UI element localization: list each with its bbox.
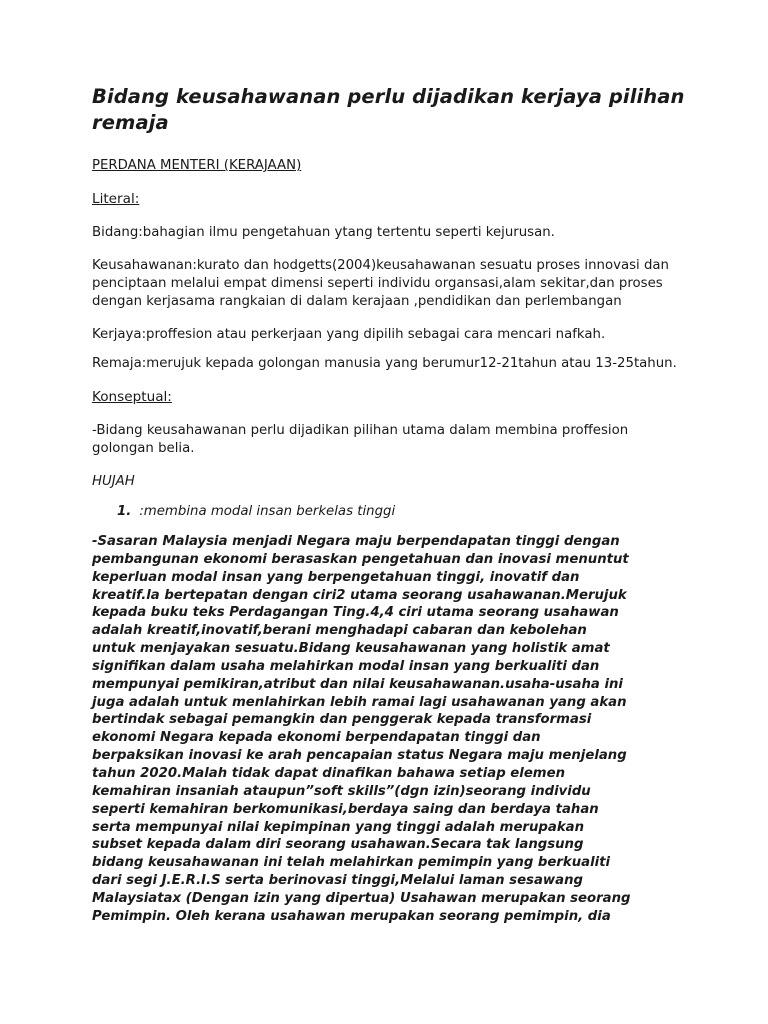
document-title: Bidang keusahawanan perlu dijadikan kerjaya pilihan remaja xyxy=(92,85,685,134)
body-line: untuk menjayakan sesuatu.Bidang keusahawanan yang holistik amat xyxy=(92,641,610,657)
literal-heading-text: Literal: xyxy=(92,191,140,207)
definition-keusahawanan: Keusahawanan:kurato dan hodgetts(2004)keusahawanan sesuatu proses innovasi dan penciptaan melalui empat dimensi seperti individu organsasi,alam sekitar,dan proses dengan kerjasama rangkaian di dalam kerajaan ,pendidikan dan perlembangan xyxy=(92,258,669,309)
body-line: keperluan modal insan yang berpengetahuan tinggi, inovatif dan xyxy=(92,569,580,585)
body-line: Pemimpin. Oleh kerana usahawan merupakan seorang pemimpin, dia xyxy=(92,908,611,924)
hujah-heading: HUJAH xyxy=(92,474,135,489)
definition-bidang: Bidang:bahagian ilmu pengetahuan ytang tertentu seperti kejurusan. xyxy=(92,225,555,240)
definition-kerjaya: Kerjaya:proffesion atau perkerjaan yang dipilih sebagai cara mencari nafkah. xyxy=(92,327,606,342)
body-line: juga adalah untuk menlahirkan lebih ramai lagi usahawanan yang akan xyxy=(92,694,627,710)
body-line: serta mempunyai nilai kepimpinan yang tinggi adalah merupakan xyxy=(92,819,585,835)
konseptual-text: -Bidang keusahawanan perlu dijadikan pilihan utama dalam membina proffesion golongan belia. xyxy=(92,423,629,456)
konseptual-heading-text: Konseptual: xyxy=(92,389,172,405)
body-line: kemahiran insaniah ataupun”soft skills”(dgn izin)seorang individu xyxy=(92,783,591,799)
body-line: dari segi J.E.R.I.S serta berinovasi tinggi,Melalui laman sesawang xyxy=(92,873,583,889)
body-line: tahun 2020.Malah tidak dapat dinafikan bahawa setiap elemen xyxy=(92,765,566,781)
definition-remaja: Remaja:merujuk kepada golongan manusia yang berumur12-21tahun atau 13-25tahun. xyxy=(92,356,677,371)
hujah-item xyxy=(117,503,688,521)
body-line: bertindak sebagai pemangkin dan penggerak kepada transformasi xyxy=(92,712,592,728)
body-line: pembangunan ekonomi berasaskan pengetahuan dan inovasi menuntut xyxy=(92,551,629,567)
body-line: mempunyai pemikiran,atribut dan nilai keusahawanan.usaha-usaha ini xyxy=(92,676,623,692)
body-line: subset kepada dalam diri seorang usahawan.Secara tak langsung xyxy=(92,837,584,853)
body-line: -Sasaran Malaysia menjadi Negara maju berpendapatan tinggi dengan xyxy=(92,534,620,549)
literal-heading xyxy=(92,190,688,209)
body-line: adalah kreatif,inovatif,berani menghadapi cabaran dan kebolehan xyxy=(92,623,587,639)
hujah-item-text: :membina modal insan berkelas tinggi xyxy=(139,504,396,519)
konseptual-heading xyxy=(92,388,688,407)
hujah-item-number: 1. xyxy=(117,504,132,519)
body-line: kepada buku teks Perdagangan Ting.4,4 ciri utama seorang usahawan xyxy=(92,605,619,621)
role-heading-text: PERDANA MENTERI (KERAJAAN) xyxy=(92,158,302,173)
body-line: signifikan dalam usaha melahirkan modal insan yang berkualiti dan xyxy=(92,658,600,674)
body-line: berpaksikan inovasi ke arah pencapaian status Negara maju menjelang xyxy=(92,748,627,764)
body-line: bidang keusahawanan ini telah melahirkan pemimpin yang berkualiti xyxy=(92,855,611,871)
argument-body xyxy=(92,533,682,926)
body-line: ekonomi Negara kepada ekonomi berpendapatan tinggi dan xyxy=(92,730,541,746)
body-line: seperti kemahiran berkomunikasi,berdaya saing dan berdaya tahan xyxy=(92,801,599,817)
role-heading xyxy=(92,157,688,175)
body-line: Malaysiatax (Dengan izin yang dipertua) Usahawan merupakan seorang xyxy=(92,890,631,906)
body-line: kreatif.la bertepatan dengan ciri2 utama seorang usahawanan.Merujuk xyxy=(92,587,627,603)
